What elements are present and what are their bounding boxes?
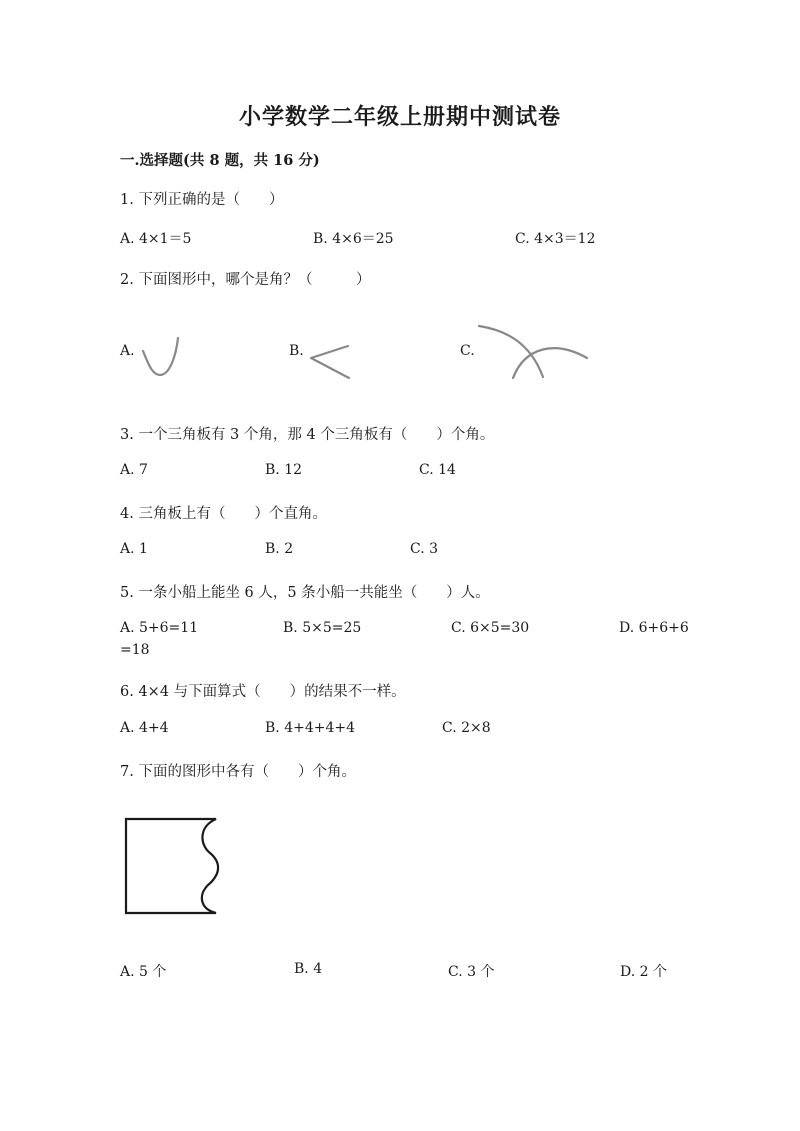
section-heading: 一.选择题(共 8 题，共 16 分) (120, 152, 320, 169)
q2-option-c[interactable]: C. (460, 343, 475, 359)
q5-option-d[interactable]: D. 6+6+6 (619, 620, 689, 636)
q1-option-c[interactable]: C. 4×3＝12 (515, 231, 596, 247)
question-4: 4. 三角板上有（ ）个直角。 (120, 506, 327, 522)
q7-figure-wavy-square (120, 815, 230, 920)
q5-option-b[interactable]: B. 5×5=25 (283, 620, 362, 636)
q2-option-a[interactable]: A. (120, 343, 135, 359)
question-2: 2. 下面图形中，哪个是角？（ ） (120, 272, 371, 288)
q5-option-a[interactable]: A. 5+6=11 (120, 620, 199, 636)
question-5: 5. 一条小船上能坐 6 人，5 条小船一共能坐（ ）人。 (120, 585, 490, 601)
q4-option-b[interactable]: B. 2 (265, 541, 294, 557)
q7-option-a[interactable]: A. 5 个 (120, 964, 167, 980)
q6-option-a[interactable]: A. 4+4 (120, 720, 169, 736)
q2-option-b[interactable]: B. (289, 343, 304, 359)
q1-option-b[interactable]: B. 4×6＝25 (313, 231, 394, 247)
q5-option-d-wrap: =18 (120, 642, 150, 658)
q3-option-a[interactable]: A. 7 (120, 462, 148, 478)
q7-option-d[interactable]: D. 2 个 (620, 964, 667, 980)
q2-figure-a-curve (140, 335, 185, 380)
q4-option-a[interactable]: A. 1 (120, 541, 148, 557)
question-7: 7. 下面的图形中各有（ ）个角。 (120, 764, 356, 780)
q7-option-c[interactable]: C. 3 个 (448, 964, 495, 980)
q4-option-c[interactable]: C. 3 (410, 541, 439, 557)
q6-option-c[interactable]: C. 2×8 (442, 720, 491, 736)
q6-option-b[interactable]: B. 4+4+4+4 (265, 720, 356, 736)
q2-figure-b-angle (305, 338, 355, 383)
q7-option-b[interactable]: B. 4 (294, 961, 323, 977)
question-1: 1. 下列正确的是（ ） (120, 192, 284, 208)
question-6: 6. 4×4 与下面算式（ ）的结果不一样。 (120, 684, 406, 700)
q3-option-b[interactable]: B. 12 (265, 462, 303, 478)
q2-figure-c-crossing-curves (475, 322, 595, 382)
q5-option-c[interactable]: C. 6×5=30 (451, 620, 530, 636)
question-3: 3. 一个三角板有 3 个角，那 4 个三角板有（ ）个角。 (120, 427, 495, 443)
page-title: 小学数学二年级上册期中测试卷 (238, 104, 561, 130)
q1-option-a[interactable]: A. 4×1＝5 (120, 231, 192, 247)
q3-option-c[interactable]: C. 14 (419, 462, 456, 478)
